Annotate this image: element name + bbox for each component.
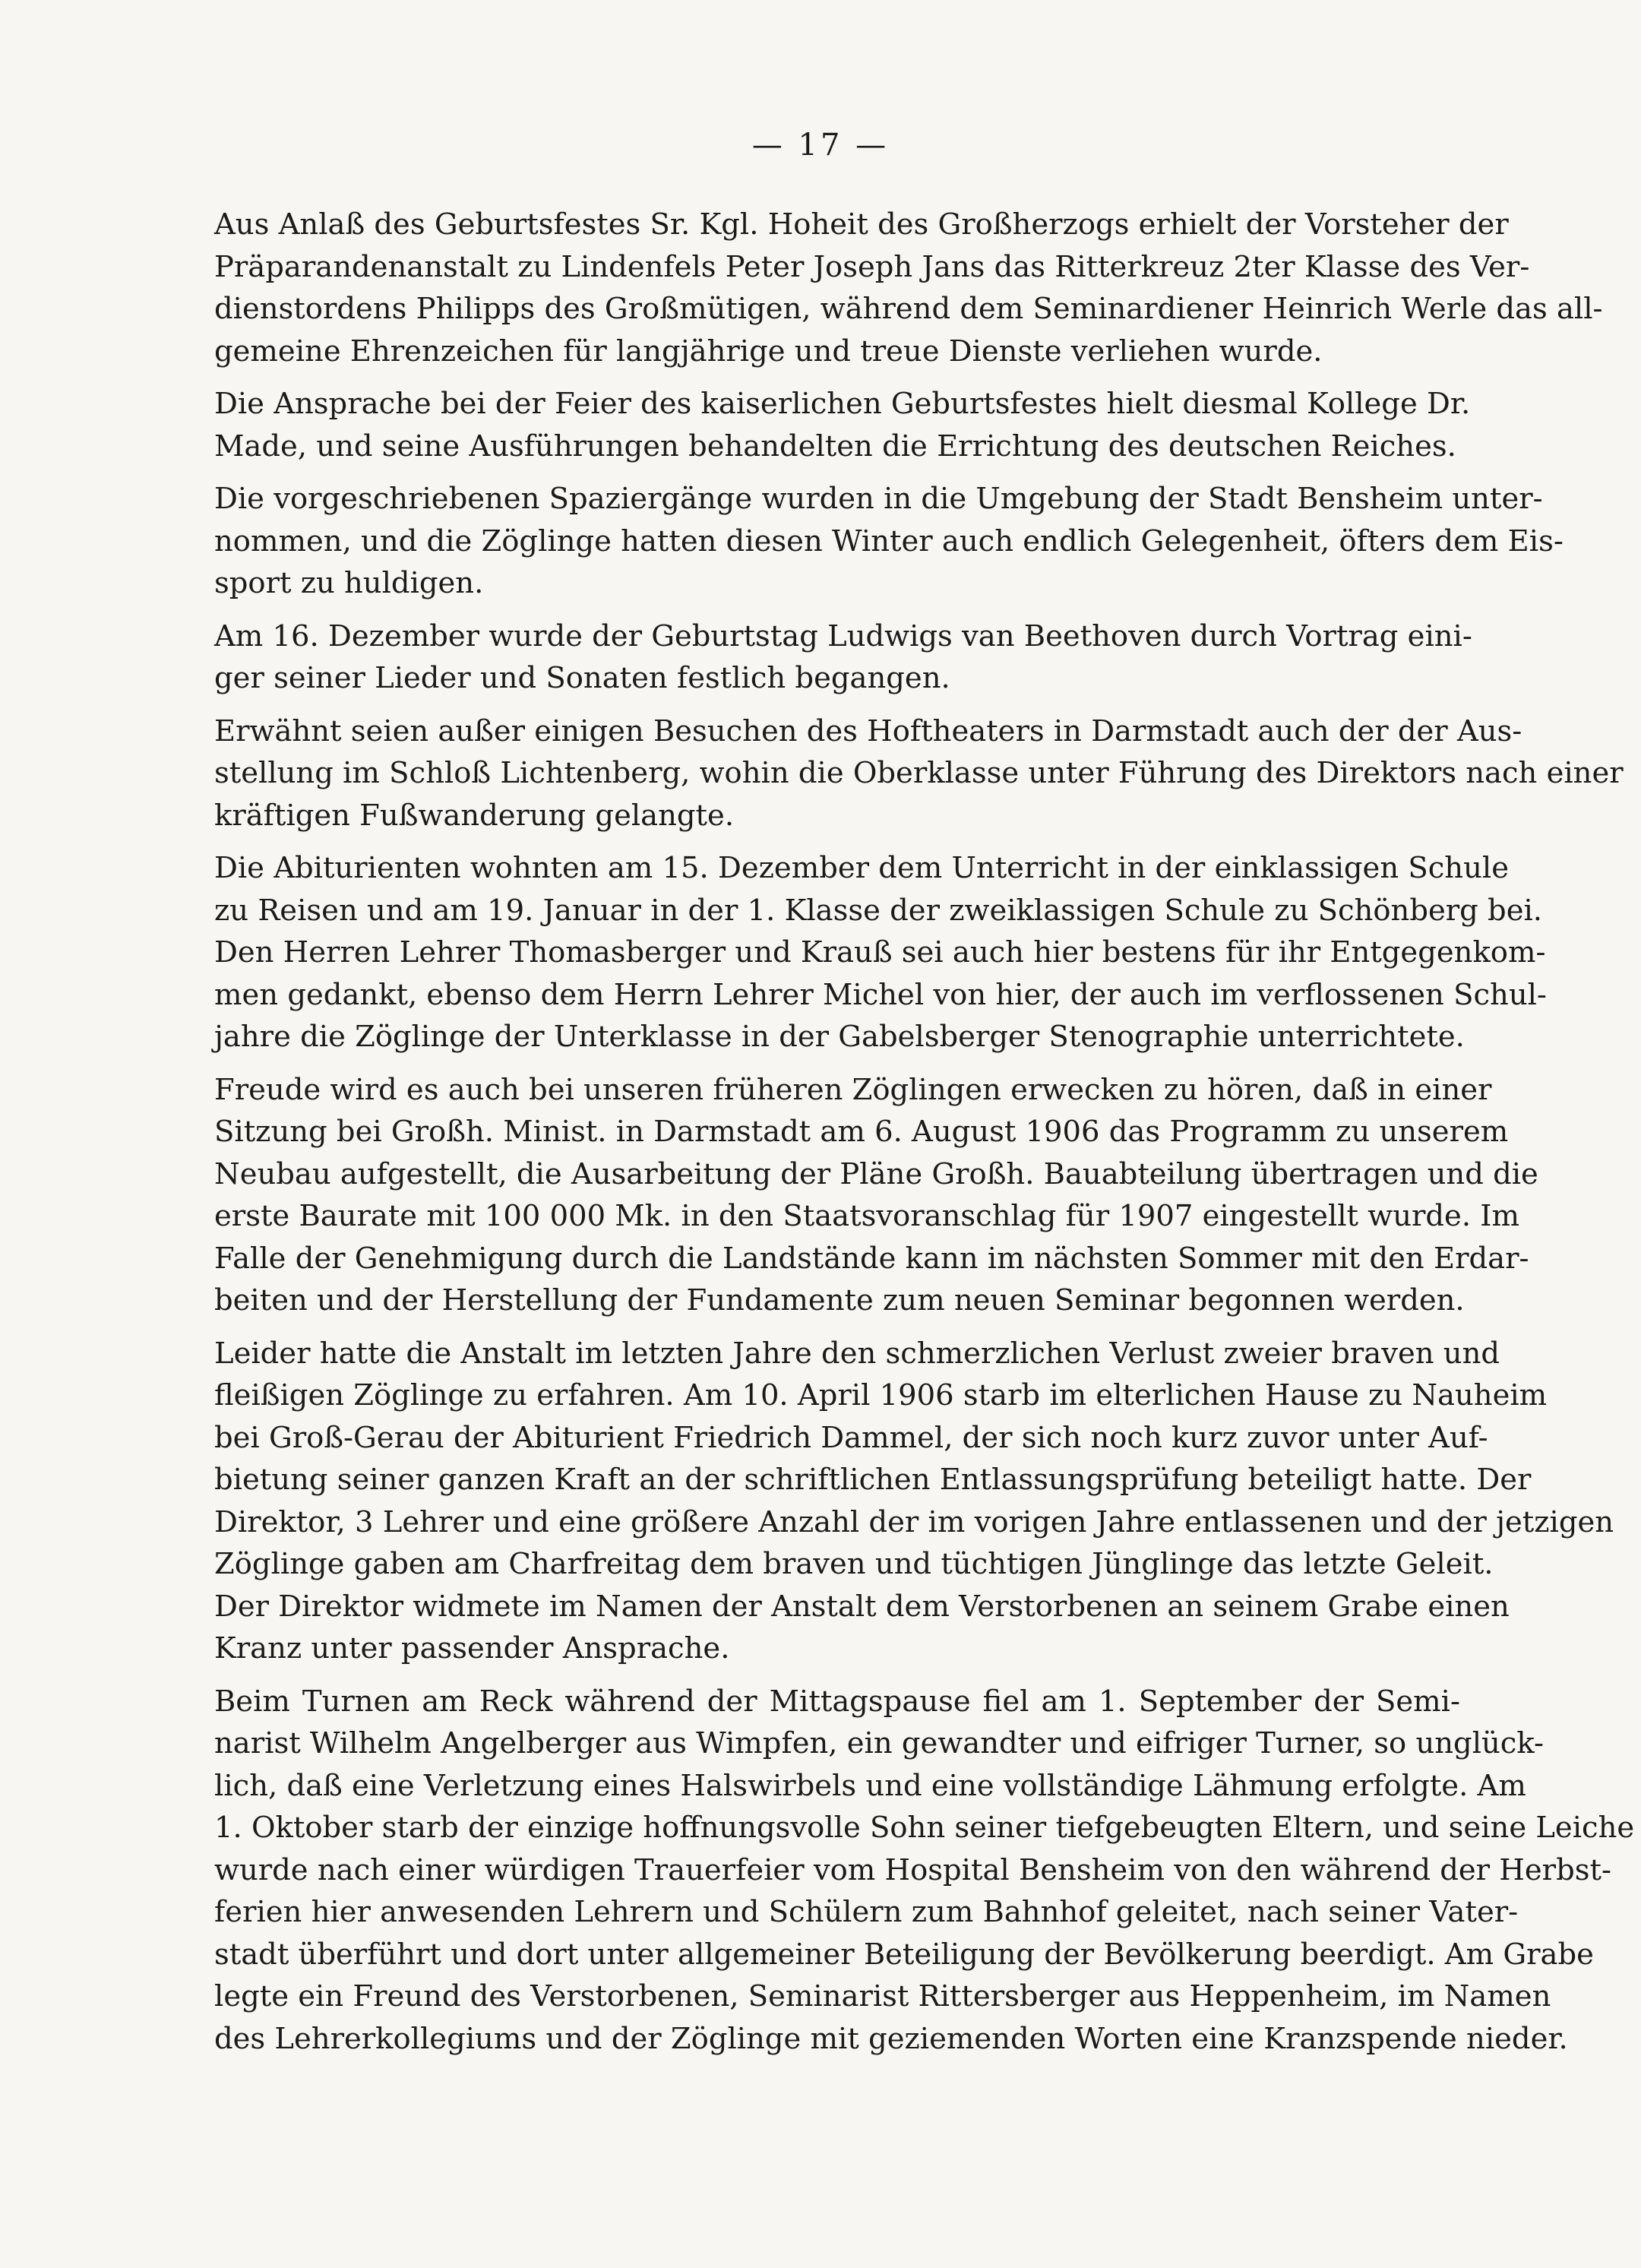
text-line: ferien hier anwesenden Lehrern und Schülern zum Bahnhof geleitet, nach seiner Vater- — [214, 1895, 1519, 1929]
text-line: Leider hatte die Anstalt im letzten Jahre den schmerzlichen Verlust zweier braven und — [214, 1336, 1500, 1371]
text-line: Aus Anlaß des Geburtsfestes Sr. Kgl. Hoheit des Großherzogs erhielt der Vorsteher der — [214, 207, 1509, 242]
paragraph — [214, 847, 1547, 1058]
text-line: Sitzung bei Großh. Minist. in Darmstadt am 6. August 1906 das Programm zu unserem — [214, 1115, 1509, 1149]
text-line: Neubau aufgestellt, die Ausarbeitung der Pläne Großh. Bauabteilung übertragen und die — [214, 1156, 1538, 1191]
text-line: erste Baurate mit 100 000 Mk. in den Staatsvoranschlag für 1907 eingestellt wurde. Im — [214, 1199, 1520, 1233]
text-line: narist Wilhelm Angelberger aus Wimpfen, ein gewandter und eifriger Turner, so unglück- — [214, 1726, 1545, 1760]
paragraph — [214, 710, 1624, 837]
text-line: Die Ansprache bei der Feier des kaiserlichen Geburtsfestes hielt diesmal Kollege Dr. — [214, 387, 1471, 421]
text-line: stadt überführt und dort unter allgemeiner Beteiligung der Bevölkerung beerdigt. Am Grabe — [214, 1937, 1594, 1972]
text-line: Erwähnt seien außer einigen Besuchen des Hoftheaters in Darmstadt auch der der Aus- — [214, 713, 1522, 748]
text-line: Falle der Genehmigung durch die Landstände kann im nächsten Sommer mit den Erdar- — [214, 1241, 1529, 1276]
text-line: Der Direktor widmete im Namen der Anstalt dem Verstorbenen an seinem Grabe einen — [214, 1589, 1510, 1624]
text-line: Beim Turnen am Reck während der Mittagspause fiel am 1. September der Semi- — [214, 1684, 1460, 1719]
text-line: men gedankt, ebenso dem Herrn Lehrer Michel von hier, der auch im verflossenen Schul- — [214, 977, 1547, 1012]
text-line: 1. Oktober starb der einzige hoffnungsvolle Sohn seiner tiefgebeugten Eltern, und seine Leiche — [214, 1811, 1635, 1845]
text-line: sport zu huldigen. — [214, 566, 484, 600]
paragraph — [214, 1333, 1614, 1670]
paragraph — [214, 204, 1603, 372]
text-line: nommen, und die Zöglinge hatten diesen Winter auch endlich Gelegenheit, öfters dem Eis- — [214, 524, 1564, 558]
text-line: Made, und seine Ausführungen behandelten die Errichtung des deutschen Reiches. — [214, 429, 1456, 463]
text-line: Zöglinge gaben am Charfreitag dem braven und tüchtigen Jünglinge das letzte Geleit. — [214, 1547, 1494, 1581]
paragraph — [214, 478, 1564, 605]
text-line: beiten und der Herstellung der Fundamente zum neuen Seminar begonnen werden. — [214, 1283, 1465, 1317]
text-line: dienstordens Philipps des Großmütigen, während dem Seminardiener Heinrich Werle das all- — [214, 292, 1603, 326]
text-line: kräftigen Fußwanderung gelangte. — [214, 798, 735, 833]
text-line: bietung seiner ganzen Kraft an der schriftlichen Entlassungsprüfung beteiligt hatte. Der — [214, 1463, 1532, 1497]
text-line: fleißigen Zöglinge zu erfahren. Am 10. April 1906 starb im elterlichen Hause zu Nauheim — [214, 1378, 1548, 1412]
page-number: — 17 — — [751, 128, 890, 163]
text-line: des Lehrerkollegiums und der Zöglinge mit geziemenden Worten eine Kranzspende nieder. — [214, 2021, 1568, 2056]
text-line: Freude wird es auch bei unseren früheren Zöglingen erwecken zu hören, daß in einer — [214, 1072, 1492, 1107]
text-line: legte ein Freund des Verstorbenen, Seminarist Rittersberger aus Heppenheim, im Namen — [214, 1979, 1551, 2013]
text-line: ger seiner Lieder und Sonaten festlich begangen. — [214, 661, 950, 695]
text-line: Die Abiturienten wohnten am 15. Dezember dem Unterricht in der einklassigen Schule — [214, 851, 1509, 885]
text-line: bei Groß-Gerau der Abiturient Friedrich Dammel, der sich noch kurz zuvor unter Auf- — [214, 1420, 1488, 1455]
text-line: lich, daß eine Verletzung eines Halswirbels und eine vollständige Lähmung erfolgte. Am — [214, 1768, 1526, 1803]
text-line: Die vorgeschriebenen Spaziergänge wurden in die Umgebung der Stadt Bensheim unter- — [214, 482, 1543, 516]
paragraph — [214, 1681, 1635, 2061]
body-text — [214, 204, 1635, 2070]
text-line: jahre die Zöglinge der Unterklasse in der Gabelsberger Stenographie unterrichtete. — [214, 1020, 1465, 1054]
paragraph — [214, 1069, 1538, 1322]
paragraph — [214, 615, 1472, 700]
text-line: Präparandenanstalt zu Lindenfels Peter Joseph Jans das Ritterkreuz 2ter Klasse des Ver- — [214, 249, 1530, 284]
text-line: Direktor, 3 Lehrer und eine größere Anzahl der im vorigen Jahre entlassenen und der jetzigen — [214, 1504, 1614, 1539]
text-line: gemeine Ehrenzeichen für langjährige und treue Dienste verliehen wurde. — [214, 334, 1323, 369]
text-line: zu Reisen und am 19. Januar in der 1. Klasse der zweiklassigen Schule zu Schönberg bei. — [214, 893, 1543, 928]
text-line: stellung im Schloß Lichtenberg, wohin die Oberklasse unter Führung des Direktors nach einer — [214, 756, 1624, 790]
text-line: Den Herren Lehrer Thomasberger und Krauß sei auch hier bestens für ihr Entgegenkom- — [214, 935, 1546, 970]
text-line: Kranz unter passender Ansprache. — [214, 1631, 730, 1665]
paragraph — [214, 383, 1471, 467]
text-line: Am 16. Dezember wurde der Geburtstag Ludwigs van Beethoven durch Vortrag eini- — [214, 618, 1472, 653]
text-line: wurde nach einer würdigen Trauerfeier vom Hospital Bensheim von den während der Herbst- — [214, 1852, 1611, 1887]
